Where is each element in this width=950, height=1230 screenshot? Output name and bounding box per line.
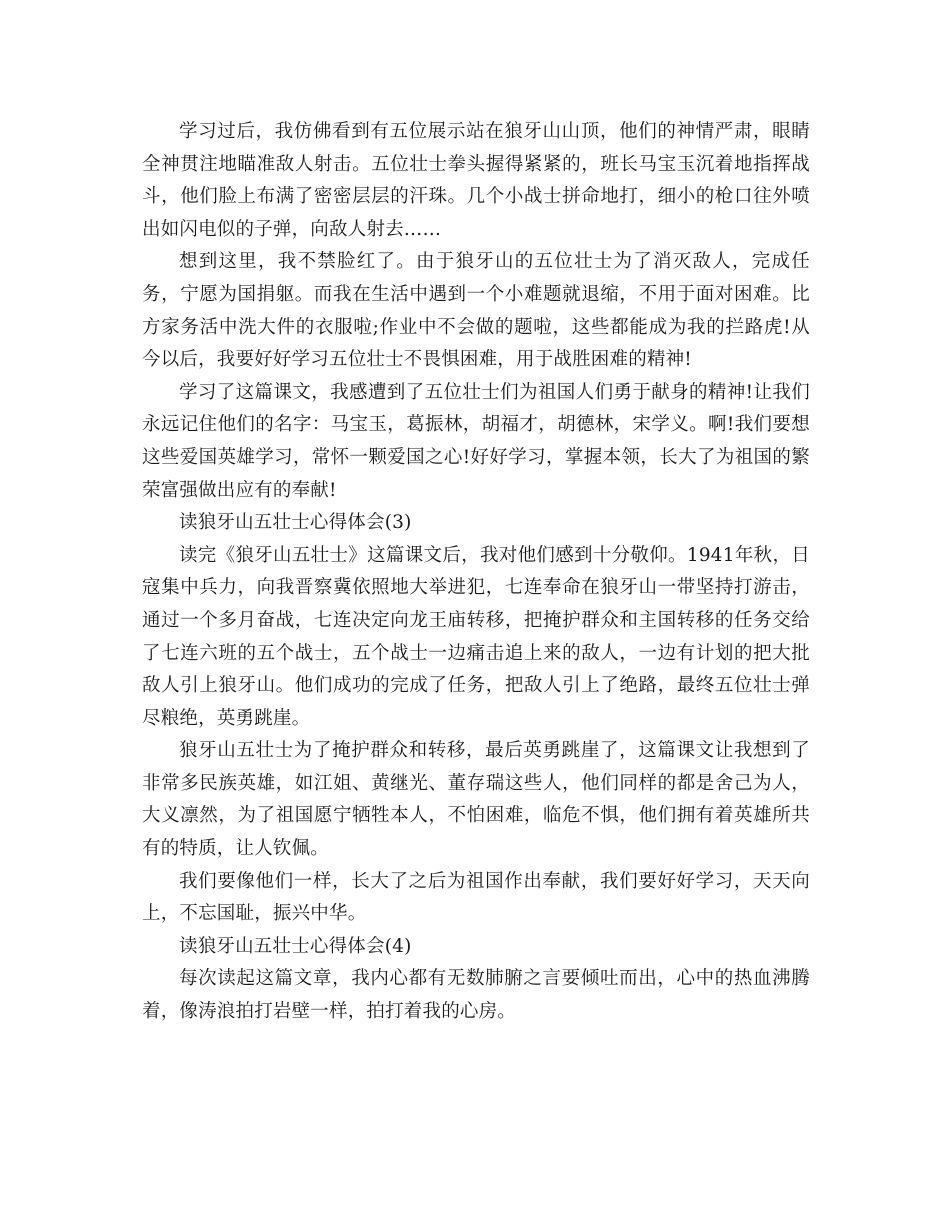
document-body	[142, 116, 810, 1029]
section-heading: 读狼牙山五壮士心得体会(3)	[179, 512, 412, 534]
paragraph: 想到这里，我不禁脸红了。由于狼牙山的五位壮士为了消灭敌人，完成任务，宁愿为国捐躯。而我在生活中遇到一个小难题就退缩，不用于面对困难。比方家务活中洗大件的衣服啦;作业中不会做的题啦，这些都能成为我的拦路虎!从今以后，我要好好学习五位壮士不畏惧困难，用于战胜困难的精神!	[142, 251, 810, 371]
paragraph: 学习了这篇课文，我感遭到了五位壮士们为祖国人们勇于献身的精神!让我们永远记住他们的名字：马宝玉，葛振林，胡福才，胡德林，宋学义。啊!我们要想这些爱国英雄学习，常怀一颗爱国之心!好好学习，掌握本领，长大了为祖国的繁荣富强做出应有的奉献!	[142, 381, 810, 501]
section-heading: 读狼牙山五壮士心得体会(4)	[179, 935, 412, 957]
paragraph: 读完《狼牙山五壮士》这篇课文后，我对他们感到十分敬仰。1941年秋，日寇集中兵力，向我晋察冀依照地大举进犯，七连奉命在狼牙山一带坚持打游击，通过一个多月奋战，七连决定向龙王庙转移，把掩护群众和主国转移的任务交给了七连六班的五个战士，五个战士一边痛击追上来的敌人，一边有计划的把大批敌人引上狼牙山。他们成功的完成了任务，把敌人引上了绝路，最终五位壮士弹尽粮绝，英勇跳崖。	[142, 544, 810, 729]
paragraph: 学习过后，我仿佛看到有五位展示站在狼牙山山顶，他们的神情严肃，眼睛全神贯注地瞄准敌人射击。五位壮士拳头握得紧紧的，班长马宝玉沉着地指挥战斗，他们脸上布满了密密层层的汗珠。几个小战士拼命地打，细小的枪口往外喷出如闪电似的子弹，向敌人射去……	[142, 121, 810, 240]
paragraph: 狼牙山五壮士为了掩护群众和转移，最后英勇跳崖了，这篇课文让我想到了非常多民族英雄，如江姐、黄继光、董存瑞这些人，他们同样的都是舍己为人，大义凛然，为了祖国愿宁牺牲本人，不怕困难，临危不惧，他们拥有着英雄所共有的特质，让人钦佩。	[142, 740, 810, 860]
paragraph: 每次读起这篇文章，我内心都有无数肺腑之言要倾吐而出，心中的热血沸腾着，像涛浪拍打岩壁一样，拍打着我的心房。	[142, 968, 810, 1023]
paragraph: 我们要像他们一样，长大了之后为祖国作出奉献，我们要好好学习，天天向上，不忘国耻，振兴中华。	[142, 870, 810, 925]
